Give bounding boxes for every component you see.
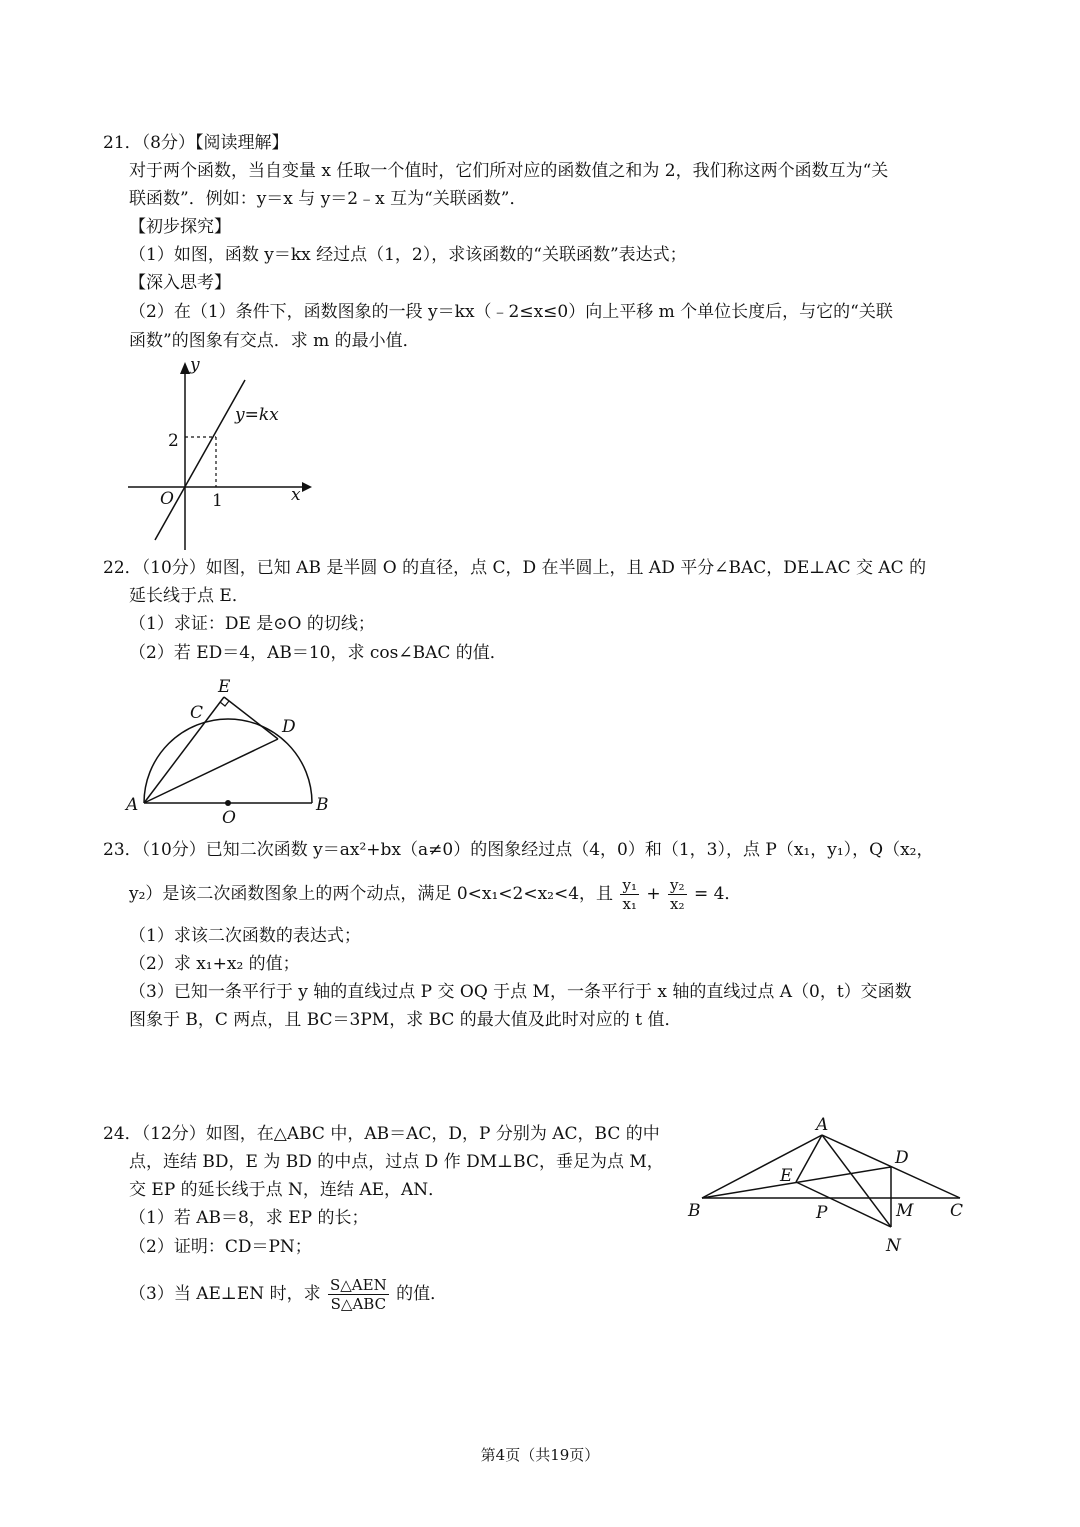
q21-p2: 联函数”．例如：y＝x 与 y＝2﹣x 互为“关联函数”．	[129, 189, 527, 209]
q21-section-2: 【深入思考】	[129, 273, 231, 293]
fraction-y2-x2	[668, 876, 687, 913]
q22-p1: 22．（10分）如图，已知 AB 是半圆 O 的直径，点 C，D 在半圆上，且 AD 平分∠BAC，DE⊥AC 交 AC 的	[103, 558, 927, 578]
plus-sign: +	[646, 884, 661, 904]
label-a: A	[126, 795, 139, 815]
line-ykx	[155, 380, 245, 540]
center-point	[225, 800, 231, 806]
label-x: x	[291, 485, 301, 505]
y-axis-arrow-icon	[180, 362, 190, 374]
label-n: N	[886, 1236, 901, 1256]
label-line: y=kx	[235, 405, 279, 425]
q21-header: 21．（8分）【阅读理解】	[103, 133, 289, 153]
q21-p1: 对于两个函数，当自变量 x 任取一个值时，它们所对应的函数值之和为 2，我们称这两个函数互为“关	[129, 161, 889, 181]
q22-sub-2: （2）若 ED＝4，AB＝10，求 cos∠BAC 的值．	[129, 643, 507, 663]
label-c: C	[190, 703, 204, 723]
frac2-num: y₂	[670, 876, 685, 894]
label-p: P	[816, 1203, 828, 1223]
q21-figure	[120, 350, 320, 555]
q23-sub-3b: 图象于 B，C 两点，且 BC＝3PM，求 BC 的最大值及此时对应的 t 值．	[129, 1010, 682, 1030]
line-ed	[224, 697, 278, 739]
label-e: E	[218, 677, 231, 697]
label-y: y	[190, 355, 200, 375]
q24-p2: 点，连结 BD，E 为 BD 的中点，过点 D 作 DM⊥BC，垂足为点 M，	[129, 1152, 664, 1172]
label-two: 2	[168, 431, 179, 451]
frac-den: S△ABC	[330, 1295, 387, 1313]
q23-p2	[129, 876, 741, 913]
label-b: B	[316, 795, 329, 815]
q24-sub-3-post: 的值．	[396, 1284, 448, 1304]
x-axis-arrow-icon	[302, 482, 312, 492]
q22-p2: 延长线于点 E．	[129, 586, 249, 606]
q24-sub-2: （2）证明：CD＝PN；	[129, 1237, 312, 1257]
q23-p2-post: = 4．	[693, 884, 742, 904]
q23-sub-3a: （3）已知一条平行于 y 轴的直线过点 P 交 OQ 于点 M，一条平行于 x 轴的直线过点 A（0，t）交函数	[129, 982, 912, 1002]
label-d: D	[282, 717, 296, 737]
label-c: C	[950, 1201, 964, 1221]
q21-sub-1: （1）如图，函数 y＝kx 经过点（1，2），求该函数的“关联函数”表达式；	[129, 245, 687, 265]
q21-sub-2b: 函数”的图象有交点．求 m 的最小值．	[129, 331, 420, 351]
q23-p2-pre: y₂）是该二次函数图象上的两个动点，满足 0<x₁<2<x₂<4，且	[129, 884, 614, 904]
q21-section-1: 【初步探究】	[129, 217, 231, 237]
frac2-den: x₂	[670, 895, 685, 913]
q23-sub-1: （1）求该二次函数的表达式；	[129, 926, 361, 946]
label-a: A	[816, 1115, 829, 1135]
label-o: O	[222, 808, 236, 828]
label-b: B	[688, 1201, 701, 1221]
q24-sub-3-pre: （3）当 AE⊥EN 时，求	[129, 1284, 321, 1304]
q21-sub-2a: （2）在（1）条件下，函数图象的一段 y＝kx（﹣2≤x≤0）向上平移 m 个单位长度后，与它的“关联	[129, 302, 893, 322]
q24-p1: 24．（12分）如图，在△ABC 中，AB＝AC，D，P 分别为 AC，BC 的中	[103, 1124, 660, 1144]
q24-sub-1: （1）若 AB＝8，求 EP 的长；	[129, 1208, 369, 1228]
q24-sub-3	[129, 1276, 447, 1313]
label-o: O	[160, 489, 174, 509]
line-an	[822, 1135, 891, 1227]
q23-sub-2: （2）求 x₁+x₂ 的值；	[129, 954, 300, 974]
fraction-area	[328, 1276, 389, 1313]
line-ae	[144, 697, 224, 803]
fraction-y1-x1	[620, 876, 639, 913]
q24-p3: 交 EP 的延长线于点 N，连结 AE，AN．	[129, 1180, 446, 1200]
frac1-den: x₁	[622, 895, 637, 913]
q22-figure	[120, 670, 340, 830]
page-footer: 第4页（共19页）	[480, 1446, 600, 1464]
label-m: M	[896, 1201, 914, 1221]
label-e: E	[780, 1166, 793, 1186]
q22-sub-1: （1）求证：DE 是⊙O 的切线；	[129, 614, 375, 634]
line-en	[796, 1182, 891, 1227]
frac-num: S△AEN	[330, 1276, 387, 1294]
q23-p1: 23．（10分）已知二次函数 y＝ax²+bx（a≠0）的图象经过点（4，0）和（1，3），点 P（x₁，y₁），Q（x₂，	[103, 840, 934, 860]
label-one: 1	[212, 491, 223, 511]
frac1-num: y₁	[622, 876, 637, 894]
q24-figure	[680, 1115, 980, 1260]
label-d: D	[895, 1148, 909, 1168]
